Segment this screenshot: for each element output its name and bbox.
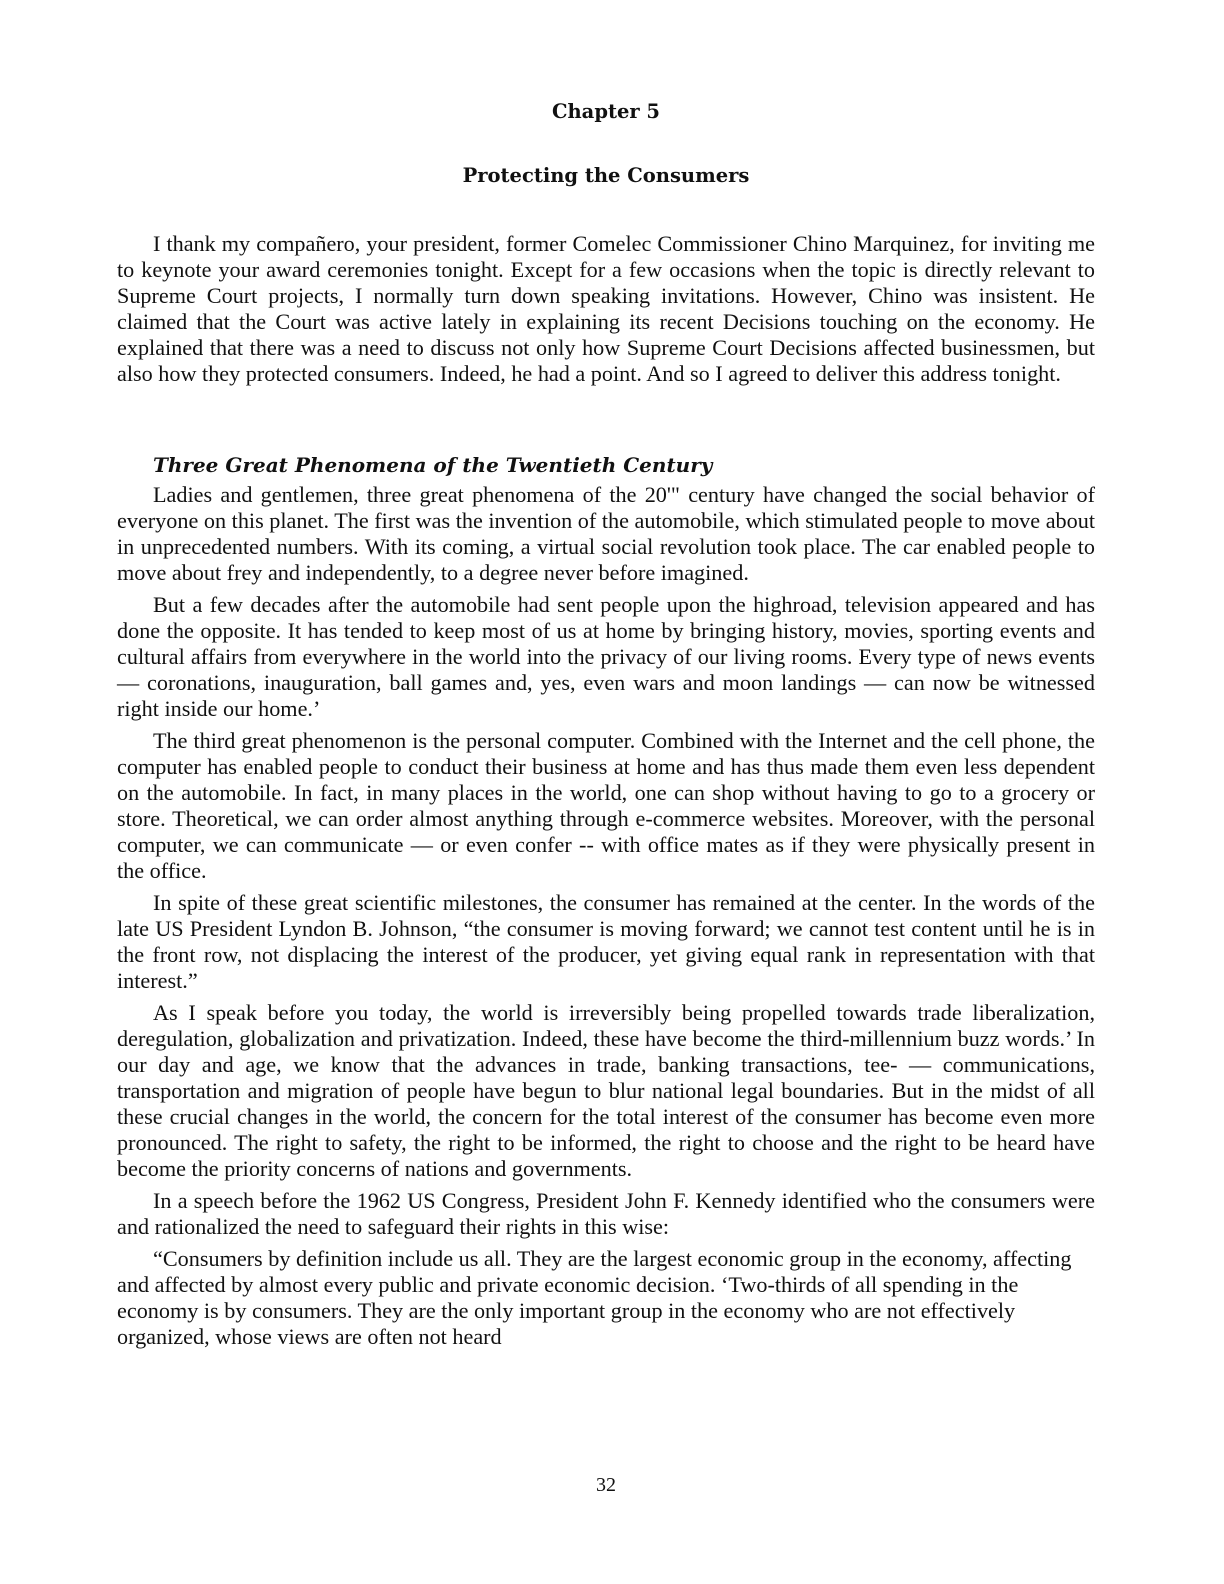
paragraph-liberalization: As I speak before you today, the world is irreversibly being propelled towards trade liberalization, deregulation, globalization and privatization. Indeed, these have become the third-millennium buzz words.’ In our day and age, we know that the advances in trade, banking transactions, tee- — communications, transportation and migration of people have begun to blur national legal boundaries. But in the midst of all these crucial changes in the world, the concern for the total interest of the consumer has become even more pronounced. The right to safety, the right to be informed, the right to choose and the right to be heard have become the priority concerns of nations and governments. — [117, 1000, 1095, 1181]
paragraph-television: But a few decades after the automobile had sent people upon the highroad, television appeared and has done the opposite. It has tended to keep most of us at home by bringing history, movies, sporting events and cultural affairs from everywhere in the world into the privacy of our living rooms. Every type of news events — coronations, inauguration, ball games and, yes, even wars and moon landings — can now be witnessed right inside our home.’ — [117, 592, 1095, 721]
paragraph-automobile: Ladies and gentlemen, three great phenomena of the 20'" century have changed the social behavior of everyone on this planet. The first was the invention of the automobile, which stimulated people to move about in unprecedented numbers. With its coming, a virtual social revolution took place. The car enabled people to move about frey and independently, to a degree never before imagined. — [117, 482, 1095, 585]
paragraph-computer: The third great phenomenon is the personal computer. Combined with the Internet and the cell phone, the computer has enabled people to conduct their business at home and has thus made them even less dependent on the automobile. In fact, in many places in the world, one can shop without having to go to a grocery or store. Theoretical, we can order almost anything through e-commerce websites. Moreover, with the personal computer, we can communicate — or even confer -- with office mates as if they were physically present in the office. — [117, 728, 1095, 883]
intro-section — [117, 231, 1095, 393]
document-page — [117, 0, 1095, 1584]
intro-paragraph: I thank my compañero, your president, former Comelec Commissioner Chino Marquinez, for inviting me to keynote your award ceremonies tonight. Except for a few occasions when the topic is directly relevant to Supreme Court projects, I normally turn down speaking invitations. However, Chino was insistent. He claimed that the Court was active lately in explaining its recent Decisions touching on the economy. He explained that there was a need to discuss not only how Supreme Court Decisions affected businessmen, but also how they protected consumers. Indeed, he had a point. And so I agreed to deliver this address tonight. — [117, 231, 1095, 386]
paragraph-consumer-center: In spite of these great scientific milestones, the consumer has remained at the center. In the words of the late US President Lyndon B. Johnson, “the consumer is moving forward; we cannot test content until he is in the front row, not displacing the interest of the producer, yet giving equal rank in representation with that interest.” — [117, 890, 1095, 993]
section-three-phenomena — [117, 450, 1095, 1356]
page-number: 32 — [596, 1474, 616, 1496]
section-heading: Three Great Phenomena of the Twentieth Century — [153, 453, 713, 477]
paragraph-kennedy-speech: In a speech before the 1962 US Congress, President John F. Kennedy identified who the consumers were and rationalized the need to safeguard their rights in this wise: — [117, 1188, 1095, 1239]
chapter-title: Protecting the Consumers — [462, 164, 750, 187]
paragraph-kennedy-quote: “Consumers by definition include us all. They are the largest economic group in the economy, affecting and affected by almost every public and private economic decision. ‘Two-thirds of all spending in the economy is by consumers. They are the only important group in the economy who are not effectively organized, whose views are often not heard — [117, 1246, 1072, 1349]
chapter-label: Chapter 5 — [551, 100, 660, 123]
